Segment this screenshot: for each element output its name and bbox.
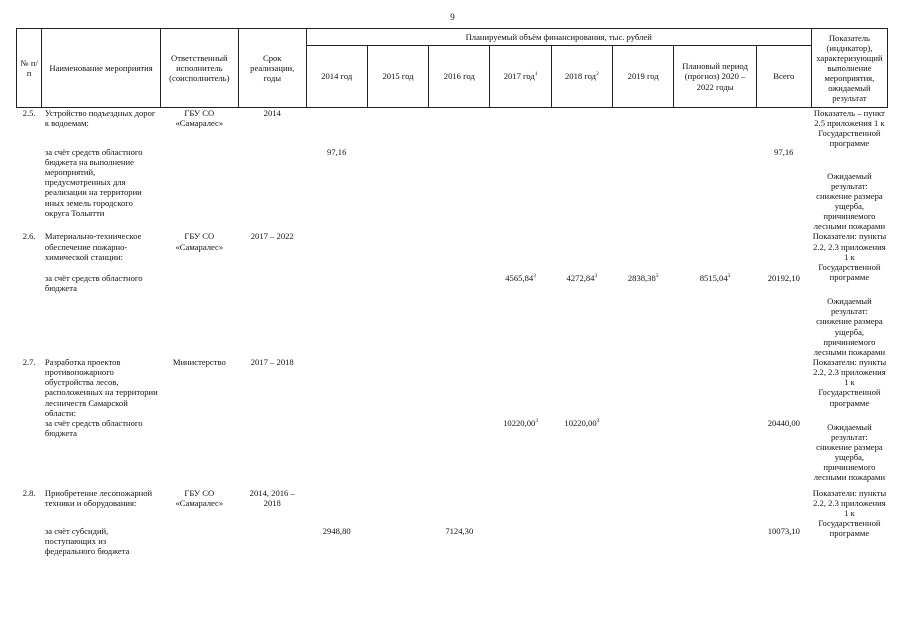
measure-indicator	[811, 231, 887, 357]
funding-source-row	[17, 526, 888, 566]
measure-indicator	[811, 488, 887, 566]
funding-source-name: за счёт средств областного бюджета	[44, 417, 143, 438]
funding-value: 10220,00$^3$	[503, 417, 539, 428]
funding-source-row	[17, 273, 888, 357]
funding-value	[674, 526, 756, 566]
measure-name: Материально-техническое обеспечение пожарно-химической станции:	[44, 231, 142, 262]
indicator-text: Показатели: пункты 2.2, 2.3 приложения 1 к Государственной программе	[812, 231, 887, 282]
expected-result-text: Ожидаемый результат: снижение размера ущерба, причиняемого лесными пожарами	[813, 296, 886, 357]
funding-value: 97,16	[327, 146, 347, 157]
funding-value	[429, 418, 490, 488]
funding-value	[674, 418, 756, 488]
measure-executor: ГБУ СО «Самаралес»	[175, 487, 224, 508]
header-year-2017: 2017 год$^1$	[490, 46, 551, 108]
funding-value: 4272,84$^3$	[566, 273, 598, 284]
funding-value: 2948,80	[322, 525, 351, 536]
measure-number: 2.6.	[22, 231, 36, 242]
measure-row	[17, 488, 888, 526]
funding-value	[367, 526, 428, 566]
funding-value: 8515,04$^3$	[699, 273, 731, 284]
header-total: Всего	[756, 46, 811, 108]
funding-value: 20440,00	[767, 417, 800, 428]
header-year-2016: 2016 год	[429, 46, 490, 108]
funding-source-row	[17, 147, 888, 232]
funding-value	[429, 147, 490, 232]
header-year-2014: 2014 год	[306, 46, 367, 108]
funding-value: 2838,38$^3$	[627, 273, 659, 284]
header-name: Наименование мероприятия	[42, 29, 160, 108]
funding-value	[429, 273, 490, 357]
measure-executor: Министерство	[172, 356, 226, 367]
funding-source-name: за счёт средств областного бюджета на выполнение мероприятий, предусмотренных для реализации на территории иных земель городского округа Тольятти	[44, 146, 143, 218]
funding-source-row	[17, 418, 888, 488]
funding-source-name: за счёт средств областного бюджета	[44, 273, 143, 294]
funding-value	[367, 147, 428, 232]
funding-value	[306, 418, 367, 488]
funding-value	[551, 147, 612, 232]
header-indicator: Показатель (индикатор), характеризующий выполнение мероприятия, ожидаемый результат	[811, 29, 887, 108]
funding-value	[490, 147, 551, 232]
funding-value: 10073,10	[767, 525, 800, 536]
funding-value	[551, 526, 612, 566]
measure-name: Разработка проектов противопожарного обустройства лесов, расположенных на территории лесничеств Самарской области:	[44, 356, 158, 418]
expected-result-text: Ожидаемый результат: снижение размера ущерба, причиняемого лесными пожарами	[813, 170, 886, 232]
funding-value: 7124,30	[445, 525, 474, 536]
measure-name: Устройство подъездных дорог к водоемам:	[44, 108, 156, 129]
funding-value: 97,16	[774, 146, 794, 157]
measure-executor: ГБУ СО «Самаралес»	[175, 231, 224, 252]
header-plan-period: Плановый период (прогноз) 2020 – 2022 годы	[674, 46, 756, 108]
measure-executor: ГБУ СО «Самаралес»	[175, 108, 224, 129]
indicator-text: Показатели: пункты 2.2, 2.3 приложения 1 к Государственной программе	[812, 487, 887, 539]
indicator-text: Показатель – пункт 2.5 приложения 1 к Государственной программе	[813, 108, 885, 149]
indicator-text: Показатели: пункты 2.2, 2.3 приложения 1 к Государственной программе	[812, 356, 887, 408]
funding-value	[674, 147, 756, 232]
funding-value	[613, 147, 674, 232]
measure-row	[17, 357, 888, 418]
measure-term: 2017 – 2018	[250, 356, 294, 367]
measure-number: 2.8.	[22, 487, 36, 498]
measure-term: 2014, 2016 – 2018	[249, 487, 295, 508]
funding-table	[16, 28, 888, 566]
measure-row	[17, 231, 888, 273]
funding-value: 20192,10	[767, 273, 800, 284]
measure-number: 2.7.	[22, 356, 36, 367]
measure-term: 2017 – 2022	[250, 231, 294, 242]
funding-value	[367, 273, 428, 357]
funding-value	[613, 418, 674, 488]
expected-result-text: Ожидаемый результат: снижение размера ущерба, причиняемого лесными пожарами	[813, 421, 886, 483]
header-term: Срок реализации, годы	[238, 29, 306, 108]
funding-value	[490, 526, 551, 566]
header-year-2019: 2019 год	[613, 46, 674, 108]
header-year-2018: 2018 год$^2$	[551, 46, 612, 108]
measure-indicator	[811, 108, 887, 232]
measure-indicator	[811, 357, 887, 488]
funding-value	[367, 418, 428, 488]
measure-row	[17, 108, 888, 147]
measure-name: Приобретение лесопожарной техники и оборудования:	[44, 487, 153, 508]
header-year-2015: 2015 год	[367, 46, 428, 108]
header-number: № п/п	[17, 29, 42, 108]
header-executor: Ответственный исполнитель (соисполнитель)	[160, 29, 238, 108]
funding-source-name: за счёт субсидий, поступающих из федерального бюджета	[44, 525, 130, 557]
funding-value: 4565,84$^3$	[505, 273, 536, 284]
funding-value: 10220,00$^3$	[564, 417, 600, 428]
measure-number: 2.5.	[22, 108, 36, 118]
measure-term: 2014	[263, 108, 281, 118]
page-number: 9	[450, 12, 455, 22]
header-funding-group: Планируемый объём финансирования, тыс. рублей	[306, 29, 811, 46]
funding-value	[306, 273, 367, 357]
funding-value	[613, 526, 674, 566]
